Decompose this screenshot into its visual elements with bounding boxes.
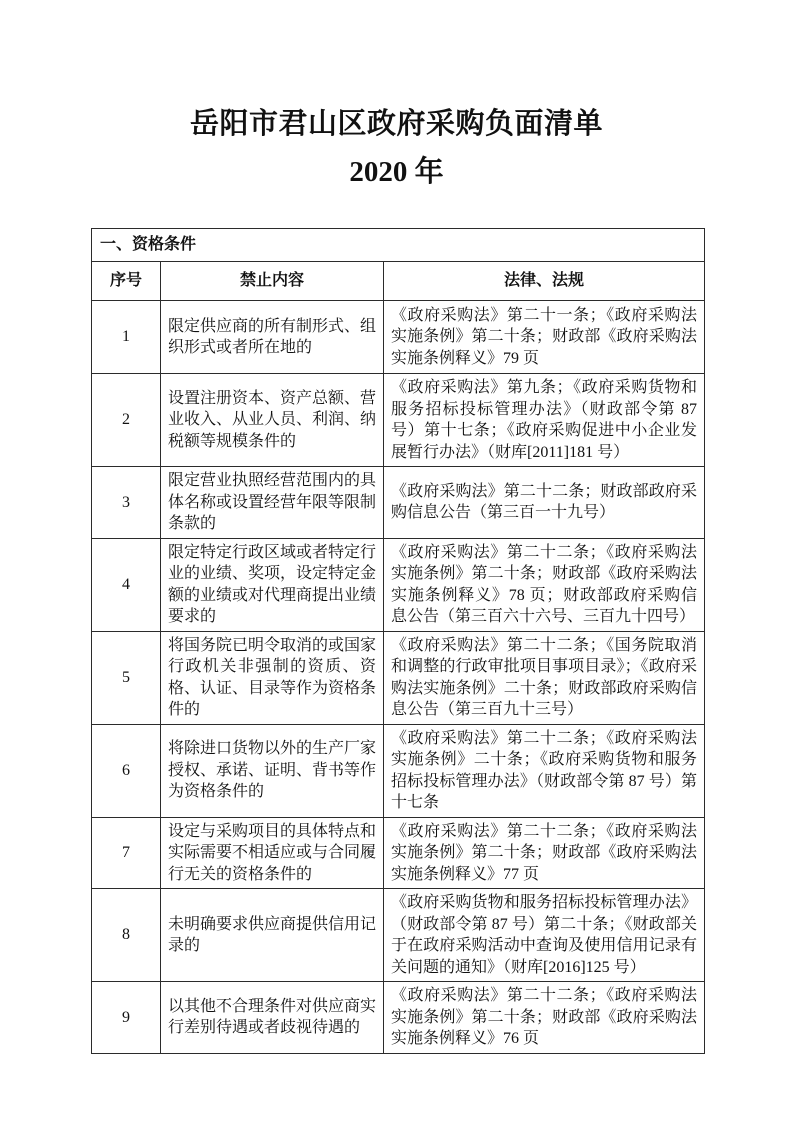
laws-cell: 《政府采购法》第二十一条；《政府采购法实施条例》第二十条；财政部《政府采购法实施条例释义》79 页 [384, 301, 705, 374]
prohibited-content-cell: 未明确要求供应商提供信用记录的 [161, 889, 384, 982]
laws-cell: 《政府采购法》第二十二条；《政府采购法实施条例》第二十条；财政部《政府采购法实施条例释义》78 页；财政部政府采购信息公告（第三百六十六号、三百九十四号） [384, 538, 705, 631]
prohibited-content-cell: 限定营业执照经营范围内的具体名称或设置经营年限等限制条款的 [161, 467, 384, 539]
prohibited-content-cell: 设置注册资本、资产总额、营业收入、从业人员、利润、纳税额等规模条件的 [161, 374, 384, 467]
prohibited-content-cell: 限定供应商的所有制形式、组织形式或者所在地的 [161, 301, 384, 374]
laws-cell: 《政府采购法》第二十二条；《国务院取消和调整的行政审批项目事项目录》；《政府采购法实施条例》二十条；财政部政府采购信息公告（第三百九十三号） [384, 631, 705, 724]
page-subtitle: 2020 年 [349, 156, 444, 188]
table-row [92, 467, 705, 539]
table-row [92, 374, 705, 467]
section-header-row [92, 229, 705, 262]
prohibited-content-cell: 设定与采购项目的具体特点和实际需要不相适应或与合同履行无关的资格条件的 [161, 817, 384, 889]
laws-cell: 《政府采购法》第二十二条；《政府采购法实施条例》第二十条；财政部《政府采购法实施条例释义》77 页 [384, 817, 705, 889]
table-row [92, 724, 705, 817]
row-number-cell: 3 [92, 467, 161, 539]
row-number-cell: 7 [92, 817, 161, 889]
prohibited-content-cell: 将除进口货物以外的生产厂家授权、承诺、证明、背书等作为资格条件的 [161, 724, 384, 817]
row-number-cell: 9 [92, 982, 161, 1054]
laws-cell: 《政府采购法》第二十二条；财政部政府采购信息公告（第三百一十九号） [384, 467, 705, 539]
title-block [0, 0, 793, 193]
table-row [92, 817, 705, 889]
row-number-cell: 2 [92, 374, 161, 467]
section-header: 一、资格条件 [92, 229, 705, 262]
row-number-cell: 8 [92, 889, 161, 982]
row-number-cell: 1 [92, 301, 161, 374]
table-row [92, 982, 705, 1054]
row-number-cell: 6 [92, 724, 161, 817]
row-number-cell: 5 [92, 631, 161, 724]
prohibited-content-cell: 限定特定行政区域或者特定行业的业绩、奖项，设定特定金额的业绩或对代理商提出业绩要求的 [161, 538, 384, 631]
prohibited-content-cell: 将国务院已明令取消的或国家行政机关非强制的资质、资格、认证、目录等作为资格条件的 [161, 631, 384, 724]
prohibited-content-cell: 以其他不合理条件对供应商实行差别待遇或者歧视待遇的 [161, 982, 384, 1054]
column-header-prohibited: 禁止内容 [161, 262, 384, 301]
laws-cell: 《政府采购法》第二十二条；《政府采购法实施条例》二十条；《政府采购货物和服务招标投标管理办法》（财政部令第 87 号）第十七条 [384, 724, 705, 817]
page-title: 岳阳市君山区政府采购负面清单 [189, 108, 603, 140]
laws-cell: 《政府采购法》第九条；《政府采购货物和服务招标投标管理办法》（财政部令第 87 号）第十七条；《政府采购促进中小企业发展暂行办法》（财库[2011]181 号） [384, 374, 705, 467]
negative-list-table [91, 228, 705, 1054]
column-header-row [92, 262, 705, 301]
table-row [92, 538, 705, 631]
table-row [92, 631, 705, 724]
laws-cell: 《政府采购货物和服务招标投标管理办法》（财政部令第 87 号）第二十条；《财政部关于在政府采购活动中查询及使用信用记录有关问题的通知》（财库[2016]125 号） [384, 889, 705, 982]
laws-cell: 《政府采购法》第二十二条；《政府采购法实施条例》第二十条；财政部《政府采购法实施条例释义》76 页 [384, 982, 705, 1054]
table-row [92, 301, 705, 374]
column-header-no: 序号 [92, 262, 161, 301]
row-number-cell: 4 [92, 538, 161, 631]
column-header-laws: 法律、法规 [384, 262, 705, 301]
table-row [92, 889, 705, 982]
